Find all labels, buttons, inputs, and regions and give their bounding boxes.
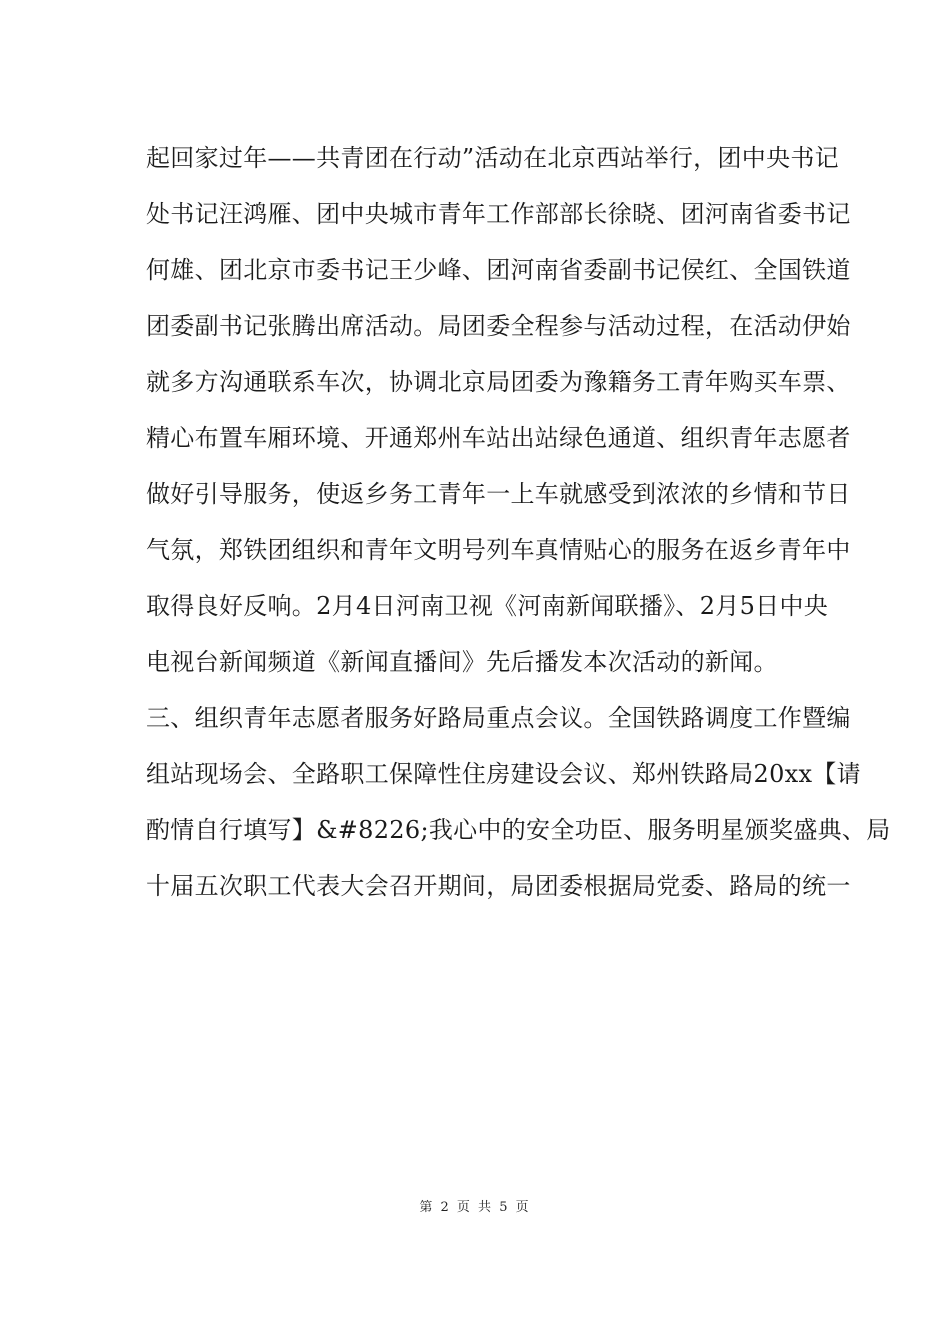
- text-line: 气氛，郑铁团组织和青年文明号列车真情贴心的服务在返乡青年中: [146, 536, 851, 564]
- text-line: 取得良好反响。2月4日河南卫视《河南新闻联播》、2月5日中央: [146, 592, 829, 620]
- page-number-footer: 第 2 页 共 5 页: [419, 1200, 531, 1215]
- text-line: 何雄、团北京市委书记王少峰、团河南省委副书记侯红、全国铁道: [146, 256, 851, 284]
- text-line: 组站现场会、全路职工保障性住房建设会议、郑州铁路局20xx【请: [146, 760, 861, 788]
- text-line: 就多方沟通联系车次，协调北京局团委为豫籍务工青年购买车票、: [146, 368, 851, 396]
- text-line: 做好引导服务，使返乡务工青年一上车就感受到浓浓的乡情和节日: [146, 480, 851, 508]
- text-line: 十届五次职工代表大会召开期间，局团委根据局党委、路局的统一: [146, 872, 851, 900]
- text-line: 团委副书记张腾出席活动。局团委全程参与活动过程，在活动伊始: [146, 312, 851, 340]
- text-line: 起回家过年——共青团在行动”活动在北京西站举行，团中央书记: [146, 144, 839, 172]
- text-line: 电视台新闻频道《新闻直播间》先后播发本次活动的新闻。: [146, 648, 778, 676]
- text-line: 酌情自行填写】&#8226;我心中的安全功臣、服务明星颁奖盛典、局: [146, 816, 891, 844]
- text-line: 三、组织青年志愿者服务好路局重点会议。全国铁路调度工作暨编: [146, 704, 851, 732]
- body-text: [146, 136, 891, 920]
- text-line: 精心布置车厢环境、开通郑州车站出站绿色通道、组织青年志愿者: [146, 424, 851, 452]
- text-line: 处书记汪鸿雁、团中央城市青年工作部部长徐晓、团河南省委书记: [146, 200, 851, 228]
